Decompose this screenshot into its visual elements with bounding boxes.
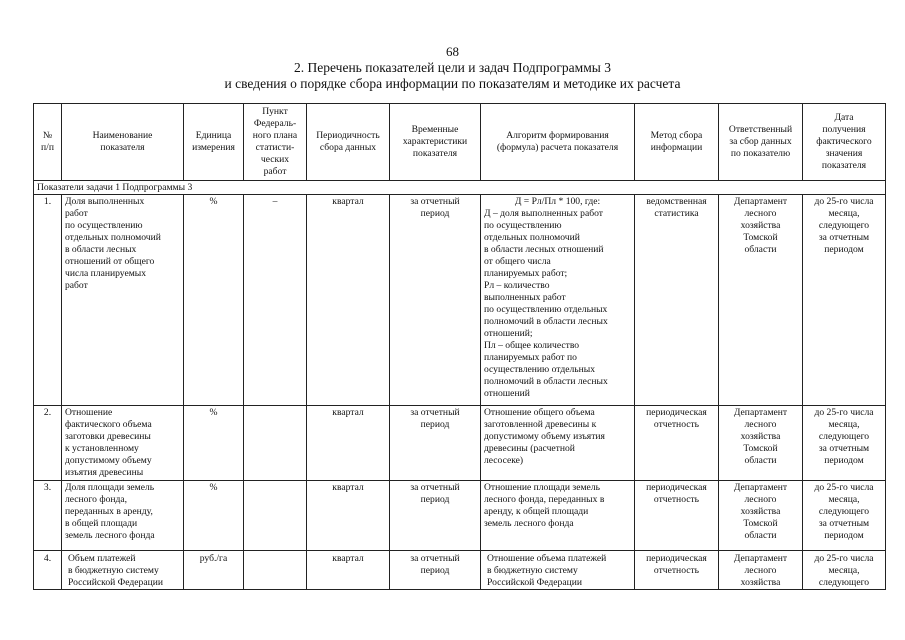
- table-row: [34, 195, 886, 406]
- indicator-name-cell: [62, 551, 184, 590]
- fed-plan-cell: [244, 406, 307, 481]
- unit-value: руб./га: [199, 553, 228, 564]
- indicators-table: [33, 103, 886, 590]
- periodicity-value: квартал: [332, 553, 364, 564]
- table-row: [34, 481, 886, 551]
- section-row: [34, 181, 886, 195]
- responsible-value: Департамент лесного хозяйства: [733, 553, 788, 588]
- indicator-name: Доля площади земель лесного фонда, переданных в аренду, в общей площади земель лесного фонда: [62, 481, 184, 551]
- unit-cell: %: [184, 406, 244, 481]
- unit-cell: %: [184, 195, 244, 406]
- responsible-cell: [719, 551, 803, 590]
- date-value: до 25-го числа месяца, следующего: [814, 553, 874, 588]
- method-cell: ведомственная статистика: [635, 195, 719, 406]
- title-line-1: 2. Перечень показателей цели и задач Подпрограммы 3: [294, 60, 611, 75]
- date-cell: [803, 551, 886, 590]
- header-unit: Единица измерения: [184, 104, 244, 181]
- header-method: Метод сбора информации: [635, 104, 719, 181]
- date-cell: до 25-го числа месяца, следующего за отчетным периодом: [803, 195, 886, 406]
- header-responsible: Ответственный за сбор данных по показателю: [719, 104, 803, 181]
- responsible-cell: Департамент лесного хозяйства Томской области: [719, 195, 803, 406]
- time-characteristics-cell: за отчетный период: [390, 406, 481, 481]
- title-line-2: и сведения о порядке сбора информации по показателям и методике их расчета: [224, 76, 681, 91]
- method-cell: [635, 551, 719, 590]
- row-num: 4.: [43, 553, 52, 564]
- section-title: Показатели задачи 1 Подпрограммы 3: [34, 181, 886, 195]
- algorithm-value: Отношение объема платежей в бюджетную систему Российской Федерации: [487, 553, 607, 588]
- row-num: 3.: [34, 481, 62, 551]
- header-periodicity: Периодичность сбора данных: [307, 104, 390, 181]
- algorithm-cell: [481, 551, 635, 590]
- periodicity-cell: квартал: [307, 406, 390, 481]
- page-title: [0, 60, 905, 92]
- table-header-row: [34, 104, 886, 181]
- algorithm-cell: Отношение общего объема заготовленной древесины к допустимому объему изъятия древесины (расчетной лесосеке): [481, 406, 635, 481]
- header-fed-plan: Пункт Федераль- ного плана статисти- ческих работ: [244, 104, 307, 181]
- page-number: 68: [446, 44, 459, 59]
- indicator-name: Доля выполненных работ по осуществлению отдельных полномочий в области лесных отношений от общего числа планируемых работ: [62, 195, 184, 406]
- unit-cell: [184, 551, 244, 590]
- indicator-name: Отношение фактического объема заготовки древесины к установленному допустимому объему изъятия древесины: [62, 406, 184, 481]
- header-name: Наименование показателя: [62, 104, 184, 181]
- table-row: [34, 406, 886, 481]
- date-cell: до 25-го числа месяца, следующего за отчетным периодом: [803, 481, 886, 551]
- row-num: 2.: [34, 406, 62, 481]
- fed-plan-value: [247, 552, 303, 588]
- header-date: Дата получения фактического значения показателя: [803, 104, 886, 181]
- algorithm-cell: [481, 195, 635, 406]
- time-characteristics-value: за отчетный период: [410, 553, 460, 576]
- fed-plan-cell: [244, 551, 307, 590]
- periodicity-cell: квартал: [307, 195, 390, 406]
- indicator-name: Объем платежей в бюджетную систему Российской Федерации: [68, 553, 163, 588]
- periodicity-cell: квартал: [307, 481, 390, 551]
- time-characteristics-cell: [390, 551, 481, 590]
- algorithm-cell: Отношение площади земель лесного фонда, переданных в аренду, к общей площади земель лесного фонда: [481, 481, 635, 551]
- header-algorithm: Алгоритм формирования (формула) расчета показателя: [481, 104, 635, 181]
- periodicity-cell: [307, 551, 390, 590]
- header-time-characteristics: Временные характеристики показателя: [390, 104, 481, 181]
- date-cell: до 25-го числа месяца, следующего за отчетным периодом: [803, 406, 886, 481]
- formula: Д = Рл/Пл * 100, где:: [514, 196, 601, 207]
- formula-description: Д – доля выполненных работ по осуществлению отдельных полномочий в области лесных отношений от общего числа планируемых работ; Рл – количество выполненных работ по осуществлению отдельных полномочий в области лесных отношений; Пл – общее количество планируемых работ по осуществлению отдельных полномочий в области лесных отношений: [484, 208, 608, 399]
- fed-plan-cell: –: [244, 195, 307, 406]
- header-num: № п/п: [34, 104, 62, 181]
- row-num-cell: [34, 551, 62, 590]
- unit-cell: %: [184, 481, 244, 551]
- responsible-cell: Департамент лесного хозяйства Томской области: [719, 406, 803, 481]
- fed-plan-cell: [244, 481, 307, 551]
- responsible-cell: Департамент лесного хозяйства Томской области: [719, 481, 803, 551]
- table-row: [34, 551, 886, 590]
- time-characteristics-cell: за отчетный период: [390, 481, 481, 551]
- row-num: 1.: [34, 195, 62, 406]
- method-value: периодическая отчетность: [646, 553, 707, 576]
- time-characteristics-cell: за отчетный период: [390, 195, 481, 406]
- method-cell: периодическая отчетность: [635, 481, 719, 551]
- method-cell: периодическая отчетность: [635, 406, 719, 481]
